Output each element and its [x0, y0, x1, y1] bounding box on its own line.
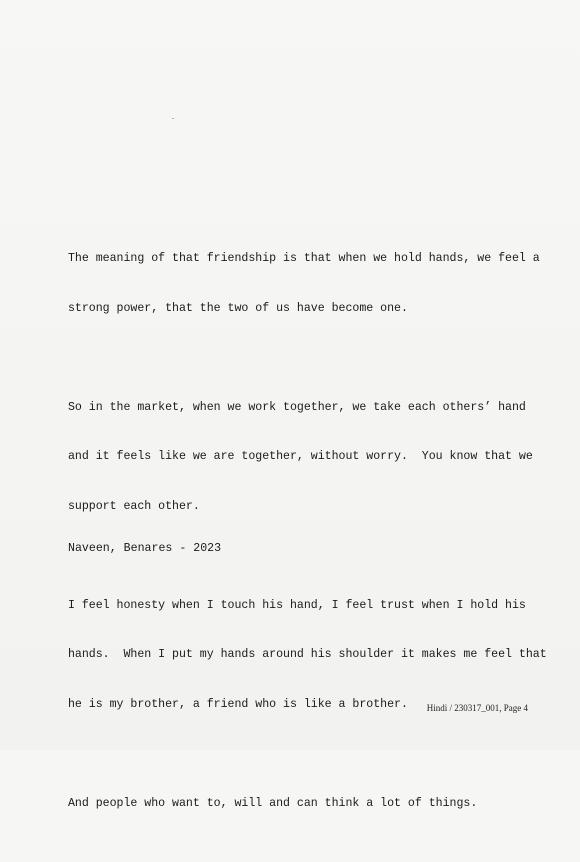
paragraph-2-line-3: support each other.	[68, 499, 200, 513]
body-text	[68, 218, 547, 862]
page-footer: Hindi / 230317_001, Page 4	[426, 703, 528, 713]
paragraph-1	[68, 218, 538, 350]
paper-speck	[172, 118, 174, 119]
paragraph-3	[68, 565, 547, 747]
paragraph-3-line-2: hands. When I put my hands around his shoulder it makes me feel that	[68, 648, 547, 661]
paragraph-1-line-1: The meaning of that friendship is that when we hold hands, we feel a	[68, 252, 540, 265]
paragraph-2-line-1: So in the market, when we work together, we take each others’ hand	[68, 400, 526, 414]
paragraph-3-line-1: I feel honesty when I touch his hand, I feel trust when I hold his	[68, 598, 526, 612]
paragraph-1-line-2: strong power, that the two of us have become one.	[68, 301, 408, 315]
paragraph-2-line-2: and it feels like we are together, without worry. You know that we	[68, 450, 533, 463]
paragraph-3-line-3: he is my brother, a friend who is like a brother.	[68, 697, 408, 711]
paragraph-4-line-1: And people who want to, will and can think a lot of things.	[68, 796, 478, 810]
paragraph-2	[68, 367, 538, 549]
signature-line: Naveen, Benares - 2023	[68, 542, 222, 555]
paragraph-4	[68, 763, 538, 846]
